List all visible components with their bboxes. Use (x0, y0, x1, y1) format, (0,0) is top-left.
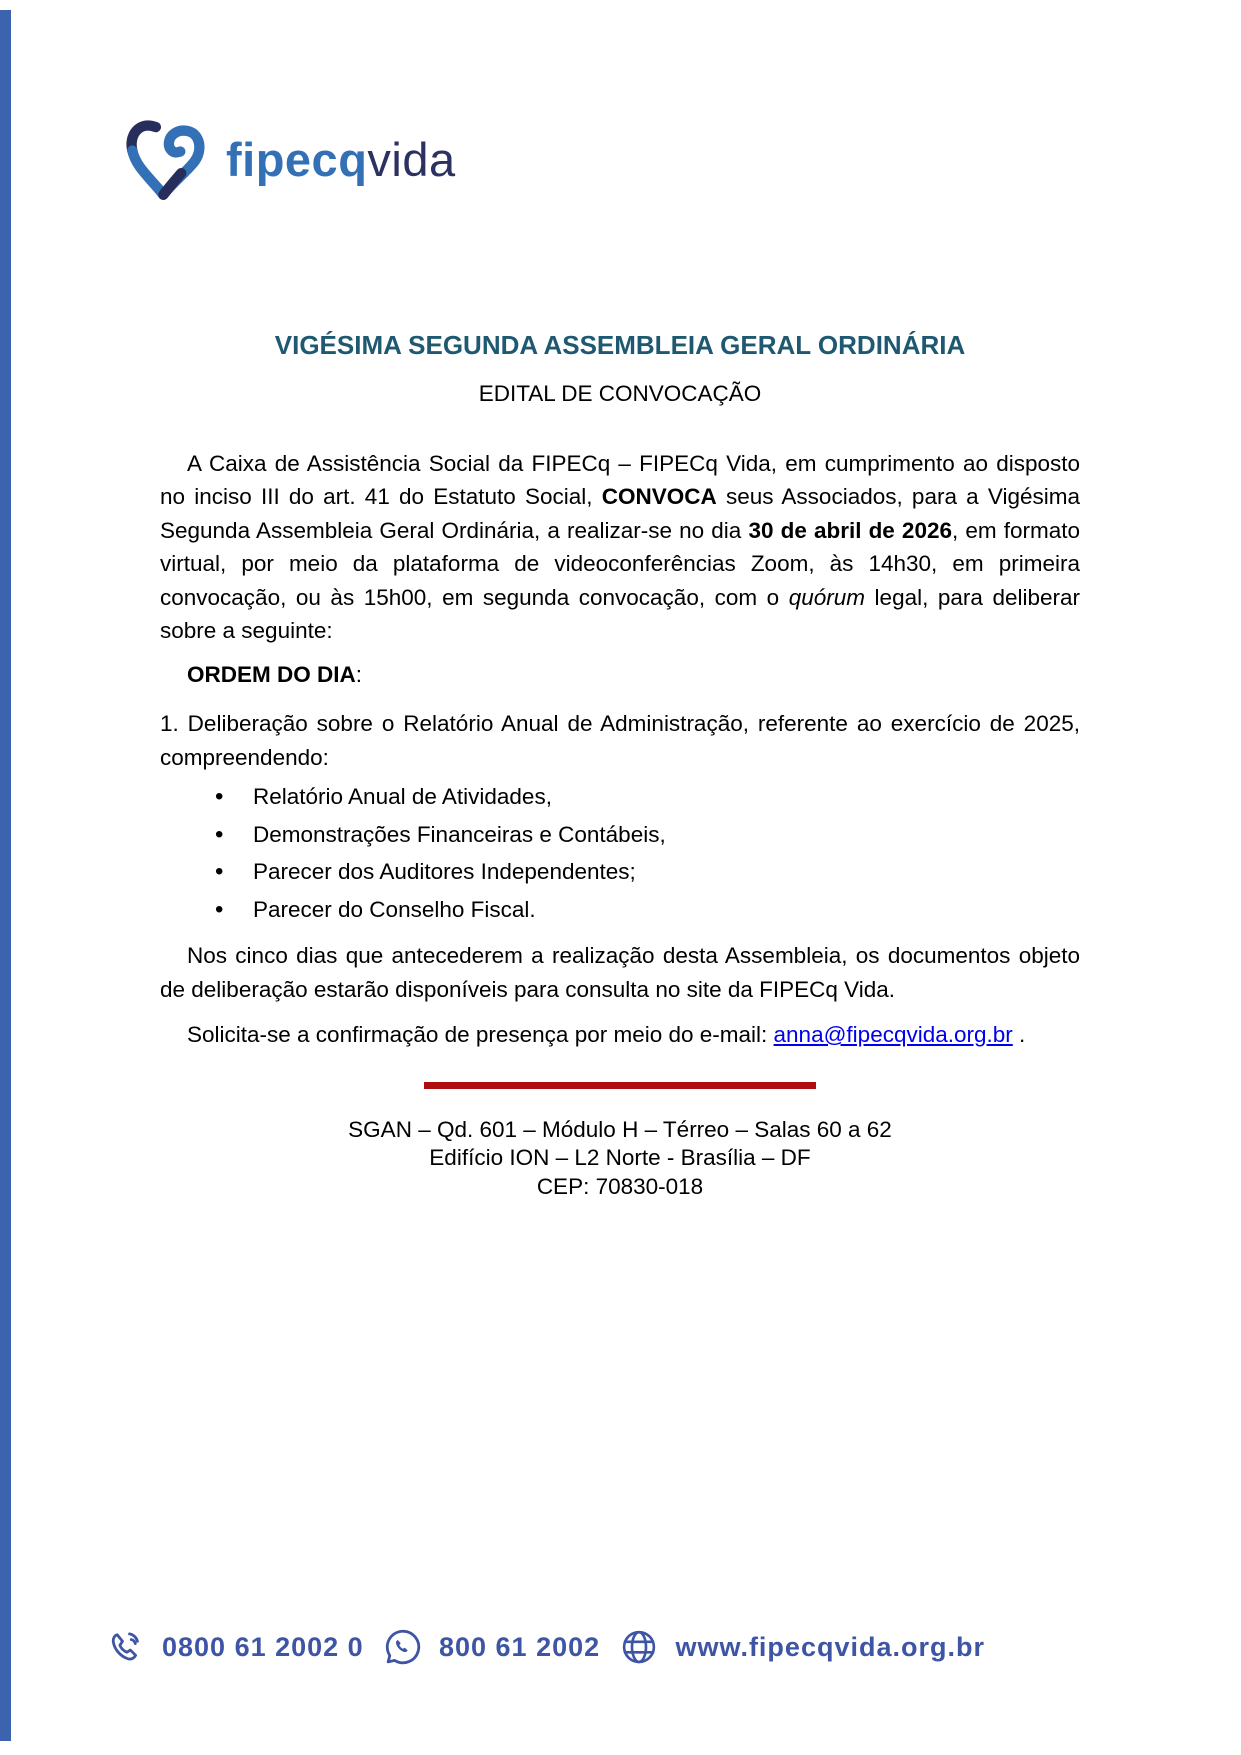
quorum-italic: quórum (788, 584, 866, 610)
phone-number: 0800 61 2002 0 (162, 1631, 364, 1662)
order-heading-bold: ORDEM DO DIA (187, 661, 356, 687)
intro-text-1: A Caixa de Assistência Social da FIPECq – FIPECq Vida, em cumprimento ao disposto no inciso III do art. 41 do Estatuto Social, (160, 450, 1080, 509)
fipecq-vida-logo (122, 112, 456, 208)
order-of-day-heading (160, 658, 1080, 692)
logo-wordmark (226, 112, 456, 208)
deliberation-item: 1. Deliberação sobre o Relatório Anual de Administração, referente ao exercício de 2025, compreendendo: (160, 711, 1080, 770)
brand-vida: vida (367, 133, 456, 186)
email-link[interactable]: anna@fipecqvida.org.br (773, 1022, 1013, 1047)
whatsapp-icon (382, 1626, 424, 1668)
intro-paragraph (160, 447, 1080, 648)
confirmation-period: . (1012, 1022, 1026, 1047)
website-url: www.fipecqvida.org.br (675, 1631, 985, 1662)
whatsapp-contact (382, 1626, 600, 1668)
document-title: VIGÉSIMA SEGUNDA ASSEMBLEIA GERAL ORDINÁRIA (274, 330, 966, 360)
deliberation-bullet-list (160, 778, 1080, 928)
list-item: • Relatório Anual de Atividades, (160, 778, 1080, 816)
confirmation-paragraph (160, 1018, 1080, 1052)
address-line: Edifício ION – L2 Norte - Brasília – DF (429, 1145, 811, 1170)
whatsapp-number: 800 61 2002 (438, 1631, 601, 1662)
intro-text-4: legal, para deliberar sobre a seguinte: (160, 584, 1080, 643)
left-accent-bar (0, 10, 11, 1741)
order-heading-colon: : (355, 661, 363, 687)
intro-text-3: , em formato virtual, por meio da plataforma de videoconferências Zoom, às 14h30, em primeira convocação, ou às 15h00, em segunda convocação, com o (160, 517, 1081, 610)
list-item: • Parecer do Conselho Fiscal. (160, 891, 1080, 929)
date-bold: 30 de abril de 2026 (748, 517, 952, 543)
document-subtitle: EDITAL DE CONVOCAÇÃO (478, 381, 762, 406)
address-line: SGAN – Qd. 601 – Módulo H – Térreo – Salas 60 a 62 (348, 1116, 892, 1142)
intro-text-2: seus Associados, para a Vigésima Segunda Assembleia Geral Ordinária, a realizar-se no dia (160, 484, 1080, 543)
address-block (160, 1116, 1080, 1202)
list-item: • Demonstrações Financeiras e Contábeis, (160, 816, 1080, 854)
website-contact (618, 1626, 985, 1668)
confirmation-text: Solicita-se a confirmação de presença por meio do e-mail: (187, 1022, 774, 1047)
address-line: CEP: 70830-018 (536, 1173, 704, 1199)
documents-availability-paragraph: Nos cinco dias que antecederem a realização desta Assembleia, os documentos objeto de deliberação estarão disponíveis para consulta no site da FIPECq Vida. (160, 943, 1080, 1002)
phone-contact (105, 1626, 364, 1668)
convoca-bold: CONVOCA (601, 484, 717, 509)
heart-logo-icon (122, 112, 216, 208)
globe-icon (618, 1626, 660, 1668)
list-item: • Parecer dos Auditores Independentes; (160, 853, 1080, 891)
brand-fipecq: fipecq (226, 133, 368, 186)
red-divider-rule (424, 1082, 816, 1089)
document-content (160, 330, 1080, 1201)
contact-footer (105, 1626, 985, 1668)
phone-icon (105, 1626, 147, 1668)
